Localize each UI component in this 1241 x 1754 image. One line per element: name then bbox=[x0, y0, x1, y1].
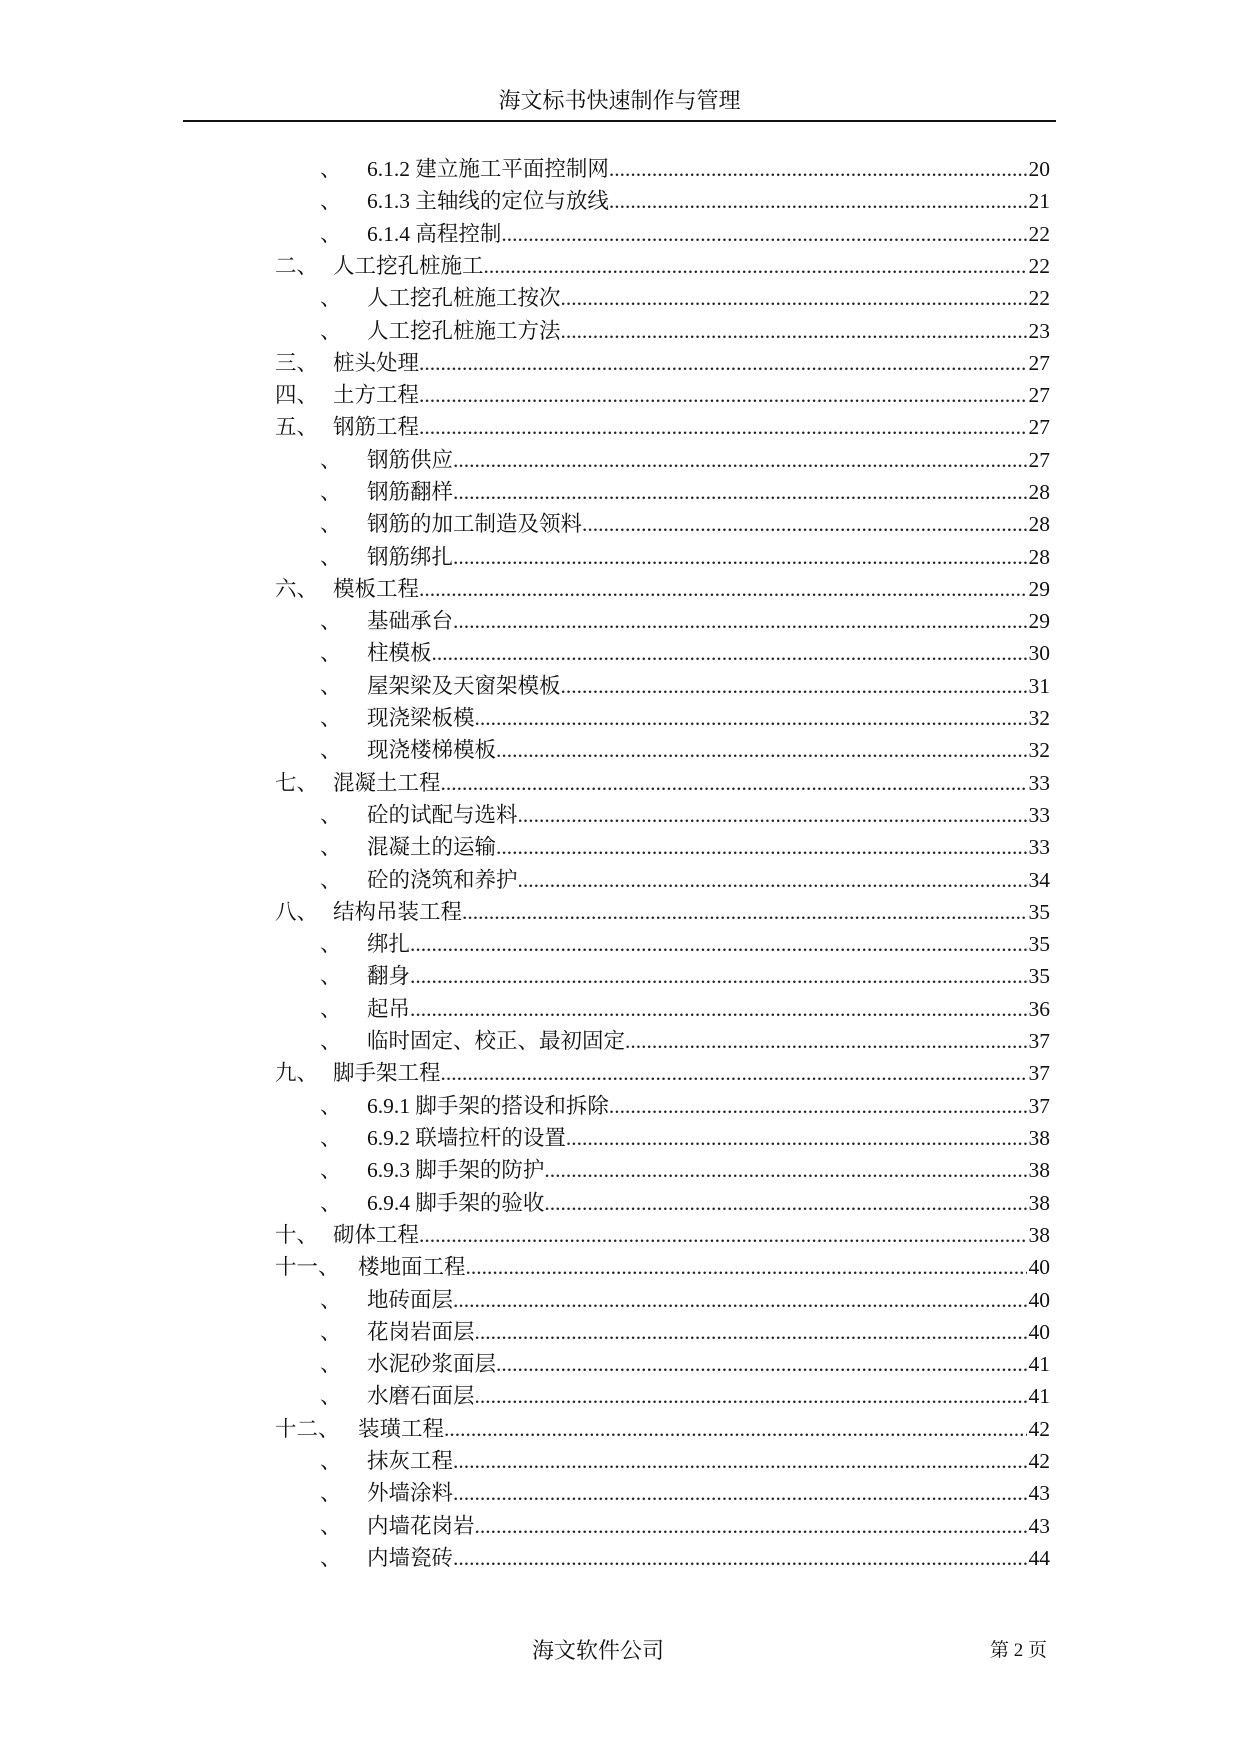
toc-entry[interactable] bbox=[320, 864, 1050, 896]
toc-leader-dots bbox=[625, 1025, 1026, 1057]
toc-entry-title: 屋架梁及天窗架模板 bbox=[367, 674, 561, 698]
toc-entry-page: 41 bbox=[1028, 1352, 1050, 1376]
toc-entry-page: 38 bbox=[1028, 1126, 1050, 1150]
toc-entry-title: 柱模板 bbox=[367, 641, 432, 665]
toc-entry[interactable] bbox=[275, 1413, 1050, 1445]
toc-entry-number: 、 bbox=[320, 997, 342, 1021]
toc-entry-title: 钢筋翻样 bbox=[367, 480, 454, 504]
toc-entry-title: 钢筋供应 bbox=[367, 448, 454, 472]
toc-leader-dots bbox=[609, 185, 1027, 217]
toc-leader-dots bbox=[419, 411, 1026, 443]
toc-entry-number: 、 bbox=[320, 1029, 342, 1053]
toc-entry-number: 、 bbox=[320, 932, 342, 956]
toc-entry-title: 水泥砂浆面层 bbox=[367, 1352, 497, 1376]
toc-entry-number: 四、 bbox=[275, 383, 319, 407]
toc-entry-page: 21 bbox=[1028, 189, 1050, 213]
toc-entry-page: 35 bbox=[1028, 932, 1050, 956]
toc-entry[interactable] bbox=[320, 476, 1050, 508]
toc-leader-dots bbox=[419, 347, 1026, 379]
toc-entry-number: 、 bbox=[320, 222, 342, 246]
toc-entry[interactable] bbox=[320, 1542, 1050, 1574]
toc-leader-dots bbox=[441, 767, 1027, 799]
toc-entry-page: 42 bbox=[1028, 1417, 1050, 1441]
toc-entry-title: 人工挖孔桩施工按次 bbox=[367, 286, 561, 310]
toc-entry-page: 28 bbox=[1028, 480, 1050, 504]
toc-entry-title: 模板工程 bbox=[333, 577, 420, 601]
toc-entry[interactable] bbox=[320, 993, 1050, 1025]
toc-entry-title: 砼的浇筑和养护 bbox=[367, 868, 518, 892]
toc-entry-title: 临时固定、校正、最初固定 bbox=[367, 1029, 626, 1053]
toc-entry-page: 42 bbox=[1028, 1449, 1050, 1473]
toc-entry-title: 抹灰工程 bbox=[367, 1449, 454, 1473]
toc-entry-title: 6.9.2 联墙拉杆的设置 bbox=[367, 1126, 566, 1150]
toc-entry-title: 人工挖孔桩施工方法 bbox=[367, 319, 561, 343]
toc-entry-number: 、 bbox=[320, 1288, 342, 1312]
toc-entry-number: 、 bbox=[320, 641, 342, 665]
page-header-title: 海文标书快速制作与管理 bbox=[498, 88, 741, 113]
toc-leader-dots bbox=[462, 896, 1026, 928]
toc-entry[interactable] bbox=[275, 411, 1050, 443]
toc-entry-number: 、 bbox=[320, 964, 342, 988]
toc-leader-dots bbox=[466, 1251, 1027, 1283]
toc-entry-title: 内墙花岗岩 bbox=[367, 1514, 475, 1538]
toc-entry-page: 37 bbox=[1028, 1029, 1050, 1053]
toc-leader-dots bbox=[496, 1348, 1026, 1380]
toc-leader-dots bbox=[410, 960, 1026, 992]
toc-entry-page: 29 bbox=[1028, 609, 1050, 633]
toc-entry-title: 外墙涂料 bbox=[367, 1481, 454, 1505]
toc-leader-dots bbox=[561, 282, 1027, 314]
toc-entry-page: 38 bbox=[1028, 1223, 1050, 1247]
toc-entry-page: 29 bbox=[1028, 577, 1050, 601]
toc-entry[interactable] bbox=[320, 1187, 1050, 1219]
toc-entry-page: 40 bbox=[1028, 1255, 1050, 1279]
toc-entry-page: 27 bbox=[1028, 351, 1050, 375]
toc-leader-dots bbox=[453, 1542, 1026, 1574]
toc-entry-title: 楼地面工程 bbox=[358, 1255, 466, 1279]
toc-leader-dots bbox=[518, 864, 1027, 896]
toc-entry-title: 起吊 bbox=[367, 997, 411, 1021]
toc-leader-dots bbox=[453, 1284, 1026, 1316]
toc-entry-page: 28 bbox=[1028, 545, 1050, 569]
toc-entry[interactable] bbox=[275, 896, 1050, 928]
toc-entry[interactable] bbox=[320, 444, 1050, 476]
toc-entry-number: 、 bbox=[320, 1481, 342, 1505]
toc-entry-page: 34 bbox=[1028, 868, 1050, 892]
toc-entry-number: 、 bbox=[320, 1546, 342, 1570]
toc-entry-number: 、 bbox=[320, 1126, 342, 1150]
toc-entry-page: 33 bbox=[1028, 835, 1050, 859]
toc-entry-title: 结构吊装工程 bbox=[333, 900, 463, 924]
toc-entry[interactable] bbox=[320, 1445, 1050, 1477]
toc-entry-title: 内墙瓷砖 bbox=[367, 1546, 454, 1570]
toc-entry-title: 绑扎 bbox=[367, 932, 411, 956]
toc-entry-page: 32 bbox=[1028, 706, 1050, 730]
toc-entry-page: 30 bbox=[1028, 641, 1050, 665]
toc-leader-dots bbox=[609, 153, 1027, 185]
toc-entry[interactable] bbox=[320, 1316, 1050, 1348]
toc-entry[interactable] bbox=[320, 1380, 1050, 1412]
toc-leader-dots bbox=[419, 1219, 1026, 1251]
toc-entry-number: 八、 bbox=[275, 900, 319, 924]
toc-entry-number: 三、 bbox=[275, 351, 319, 375]
toc-entry-number: 、 bbox=[320, 189, 342, 213]
toc-entry-title: 6.1.2 建立施工平面控制网 bbox=[367, 157, 609, 181]
toc-leader-dots bbox=[544, 1187, 1026, 1219]
toc-leader-dots bbox=[582, 508, 1026, 540]
toc-entry[interactable] bbox=[320, 960, 1050, 992]
header-rule bbox=[183, 120, 1056, 122]
toc-entry-number: 、 bbox=[320, 512, 342, 536]
toc-entry-title: 翻身 bbox=[367, 964, 411, 988]
toc-entry-page: 44 bbox=[1028, 1546, 1050, 1570]
toc-entry[interactable] bbox=[320, 282, 1050, 314]
toc-entry[interactable] bbox=[320, 637, 1050, 669]
toc-entry-number: 、 bbox=[320, 1094, 342, 1118]
toc-leader-dots bbox=[475, 1316, 1027, 1348]
toc-leader-dots bbox=[419, 379, 1026, 411]
toc-entry-number: 、 bbox=[320, 803, 342, 827]
toc-entry-title: 混凝土工程 bbox=[333, 771, 441, 795]
toc-entry-number: 九、 bbox=[275, 1061, 319, 1085]
toc-entry[interactable] bbox=[320, 928, 1050, 960]
toc-entry-title: 钢筋绑扎 bbox=[367, 545, 454, 569]
toc-entry-page: 33 bbox=[1028, 803, 1050, 827]
toc-entry-page: 27 bbox=[1028, 448, 1050, 472]
toc-leader-dots bbox=[484, 250, 1027, 282]
toc-leader-dots bbox=[444, 1413, 1026, 1445]
toc-entry[interactable] bbox=[320, 315, 1050, 347]
toc-leader-dots bbox=[419, 573, 1026, 605]
toc-entry-title: 6.9.3 脚手架的防护 bbox=[367, 1158, 545, 1182]
toc-entry[interactable] bbox=[320, 1510, 1050, 1542]
toc-entry-page: 27 bbox=[1028, 415, 1050, 439]
toc-entry-number: 七、 bbox=[275, 771, 319, 795]
toc-entry-number: 五、 bbox=[275, 415, 319, 439]
toc-entry-title: 现浇楼梯模板 bbox=[367, 738, 497, 762]
toc-entry-title: 桩头处理 bbox=[333, 351, 420, 375]
toc-leader-dots bbox=[609, 1090, 1027, 1122]
toc-entry-title: 基础承台 bbox=[367, 609, 454, 633]
toc-leader-dots bbox=[453, 1445, 1026, 1477]
toc-entry-page: 20 bbox=[1028, 157, 1050, 181]
toc-entry[interactable] bbox=[320, 1090, 1050, 1122]
toc-entry-number: 、 bbox=[320, 1158, 342, 1182]
toc-entry-title: 6.9.4 脚手架的验收 bbox=[367, 1191, 545, 1215]
toc-entry-page: 35 bbox=[1028, 964, 1050, 988]
toc-entry-number: 十二、 bbox=[275, 1417, 340, 1441]
toc-leader-dots bbox=[496, 734, 1026, 766]
toc-entry-number: 、 bbox=[320, 319, 342, 343]
toc-entry[interactable] bbox=[320, 670, 1050, 702]
toc-leader-dots bbox=[432, 637, 1027, 669]
toc-entry-page: 41 bbox=[1028, 1384, 1050, 1408]
toc-entry[interactable] bbox=[320, 1348, 1050, 1380]
toc-entry-page: 37 bbox=[1028, 1061, 1050, 1085]
footer-company: 海文软件公司 bbox=[531, 1638, 664, 1663]
toc-entry-page: 28 bbox=[1028, 512, 1050, 536]
toc-leader-dots bbox=[453, 476, 1026, 508]
toc-entry[interactable] bbox=[320, 799, 1050, 831]
toc-leader-dots bbox=[453, 1477, 1026, 1509]
toc-leader-dots bbox=[453, 444, 1026, 476]
toc-leader-dots bbox=[566, 1122, 1027, 1154]
toc-entry-page: 33 bbox=[1028, 771, 1050, 795]
toc-leader-dots bbox=[410, 993, 1026, 1025]
toc-leader-dots bbox=[561, 315, 1027, 347]
toc-entry-title: 6.1.3 主轴线的定位与放线 bbox=[367, 189, 609, 213]
toc-entry-title: 6.9.1 脚手架的搭设和拆除 bbox=[367, 1094, 609, 1118]
toc-entry-title: 混凝土的运输 bbox=[367, 835, 497, 859]
toc-entry-number: 、 bbox=[320, 545, 342, 569]
toc-entry-number: 六、 bbox=[275, 577, 319, 601]
toc-entry-page: 22 bbox=[1028, 222, 1050, 246]
toc-entry-number: 、 bbox=[320, 448, 342, 472]
toc-entry-page: 37 bbox=[1028, 1094, 1050, 1118]
toc-entry-page: 22 bbox=[1028, 286, 1050, 310]
toc-entry-page: 23 bbox=[1028, 319, 1050, 343]
toc-entry-title: 钢筋工程 bbox=[333, 415, 420, 439]
toc-entry[interactable] bbox=[320, 702, 1050, 734]
toc-entry-page: 31 bbox=[1028, 674, 1050, 698]
toc-entry-number: 、 bbox=[320, 1320, 342, 1344]
toc-leader-dots bbox=[496, 831, 1026, 863]
toc-entry[interactable] bbox=[320, 1122, 1050, 1154]
toc-entry-number: 、 bbox=[320, 609, 342, 633]
toc-entry-number: 、 bbox=[320, 1449, 342, 1473]
toc-entry-number: 、 bbox=[320, 738, 342, 762]
toc-entry-title: 砼的试配与选料 bbox=[367, 803, 518, 827]
toc-entry-page: 43 bbox=[1028, 1514, 1050, 1538]
toc-entry-number: 十、 bbox=[275, 1223, 319, 1247]
toc-leader-dots bbox=[453, 541, 1026, 573]
footer-page-number: 第 2 页 bbox=[990, 1640, 1048, 1661]
toc-entry-title: 地砖面层 bbox=[367, 1288, 454, 1312]
toc-entry[interactable] bbox=[320, 1477, 1050, 1509]
toc-leader-dots bbox=[475, 1510, 1027, 1542]
toc-entry-page: 38 bbox=[1028, 1191, 1050, 1215]
toc-entry[interactable] bbox=[320, 153, 1050, 185]
toc-entry-page: 27 bbox=[1028, 383, 1050, 407]
toc-entry-page: 43 bbox=[1028, 1481, 1050, 1505]
toc-entry[interactable] bbox=[320, 831, 1050, 863]
toc-entry-number: 、 bbox=[320, 868, 342, 892]
toc-entry-number: 、 bbox=[320, 674, 342, 698]
toc-entry-number: 、 bbox=[320, 835, 342, 859]
toc-entry[interactable] bbox=[320, 605, 1050, 637]
toc-entry[interactable] bbox=[275, 1219, 1050, 1251]
toc-entry-title: 水磨石面层 bbox=[367, 1384, 475, 1408]
toc-entry-page: 22 bbox=[1028, 254, 1050, 278]
toc-entry[interactable] bbox=[320, 734, 1050, 766]
toc-entry[interactable] bbox=[275, 347, 1050, 379]
toc-leader-dots bbox=[561, 670, 1027, 702]
toc-entry-title: 土方工程 bbox=[333, 383, 420, 407]
toc-entry[interactable] bbox=[275, 1057, 1050, 1089]
toc-leader-dots bbox=[453, 605, 1026, 637]
toc-entry[interactable] bbox=[320, 185, 1050, 217]
toc-leader-dots bbox=[518, 799, 1027, 831]
toc-entry[interactable] bbox=[275, 573, 1050, 605]
toc-entry-number: 、 bbox=[320, 157, 342, 181]
toc-entry-number: 、 bbox=[320, 480, 342, 504]
toc-entry-page: 38 bbox=[1028, 1158, 1050, 1182]
toc-entry-number: 、 bbox=[320, 1352, 342, 1376]
toc-entry-title: 脚手架工程 bbox=[333, 1061, 441, 1085]
toc-entry[interactable] bbox=[320, 1154, 1050, 1186]
toc-entry[interactable] bbox=[275, 767, 1050, 799]
toc-entry-number: 二、 bbox=[275, 254, 319, 278]
toc-leader-dots bbox=[475, 1380, 1027, 1412]
toc-entry-page: 40 bbox=[1028, 1288, 1050, 1312]
toc-leader-dots bbox=[475, 702, 1027, 734]
toc-entry-page: 36 bbox=[1028, 997, 1050, 1021]
toc-entry[interactable] bbox=[275, 1251, 1050, 1283]
toc-leader-dots bbox=[441, 1057, 1027, 1089]
toc-entry-number: 、 bbox=[320, 1384, 342, 1408]
toc-entry[interactable] bbox=[320, 541, 1050, 573]
toc-entry-page: 35 bbox=[1028, 900, 1050, 924]
toc-entry-page: 40 bbox=[1028, 1320, 1050, 1344]
toc-leader-dots bbox=[410, 928, 1026, 960]
toc-entry[interactable] bbox=[275, 250, 1050, 282]
toc-entry-number: 十一、 bbox=[275, 1255, 340, 1279]
toc-entry-title: 钢筋的加工制造及领料 bbox=[367, 512, 583, 536]
toc-entry-title: 花岗岩面层 bbox=[367, 1320, 475, 1344]
toc-entry[interactable] bbox=[320, 1025, 1050, 1057]
toc-entry-page: 32 bbox=[1028, 738, 1050, 762]
toc-entry-title: 现浇梁板模 bbox=[367, 706, 475, 730]
toc-entry[interactable] bbox=[320, 1284, 1050, 1316]
toc-entry[interactable] bbox=[320, 218, 1050, 250]
toc-entry-number: 、 bbox=[320, 1514, 342, 1538]
toc-entry[interactable] bbox=[275, 379, 1050, 411]
toc-entry[interactable] bbox=[320, 508, 1050, 540]
toc-leader-dots bbox=[544, 1154, 1026, 1186]
toc-entry-title: 装璜工程 bbox=[358, 1417, 445, 1441]
toc-entry-title: 人工挖孔桩施工 bbox=[333, 254, 484, 278]
toc-entry-number: 、 bbox=[320, 1191, 342, 1215]
toc-entry-title: 6.1.4 高程控制 bbox=[367, 222, 502, 246]
toc-entry-title: 砌体工程 bbox=[333, 1223, 420, 1247]
toc-entry-number: 、 bbox=[320, 286, 342, 310]
toc-entry-number: 、 bbox=[320, 706, 342, 730]
toc-leader-dots bbox=[501, 218, 1026, 250]
